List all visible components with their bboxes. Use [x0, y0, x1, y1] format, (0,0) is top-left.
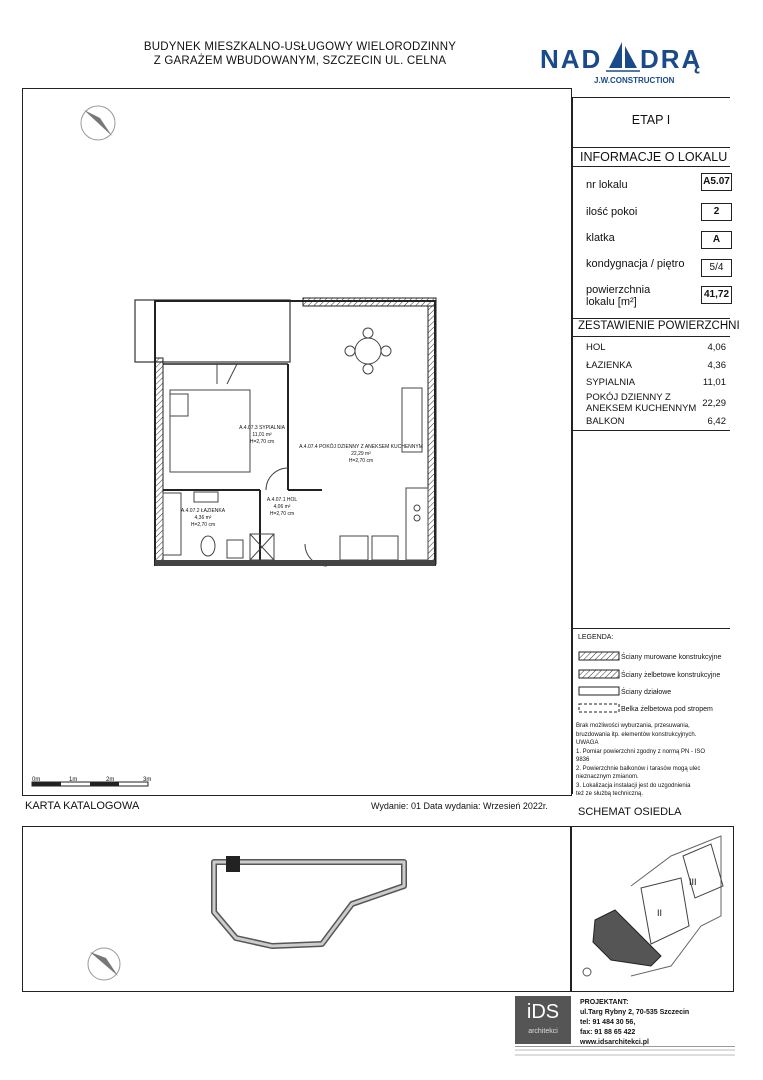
brand-sub: J.W.CONSTRUCTION — [594, 76, 675, 85]
scheme-drawing — [571, 826, 732, 990]
legend-notes — [576, 722, 732, 799]
designer-title: PROJEKTANT: — [580, 999, 629, 1006]
info-label-floor: kondygnacja / piętro — [586, 258, 685, 270]
legend-item: Ściany żelbetowe konstrukcyjne — [621, 672, 721, 679]
legend-item: Ściany murowane konstrukcyjne — [621, 654, 722, 661]
north-arrow-icon — [88, 948, 120, 980]
divider — [572, 97, 730, 98]
brand-logo — [536, 34, 736, 90]
building-iii-label: III — [689, 877, 697, 887]
floor-plan-drawing — [22, 88, 570, 794]
fine-print-bar — [515, 1054, 735, 1056]
room-area: 22,29 m² — [351, 451, 371, 457]
stage-label: ETAP I — [631, 113, 671, 127]
legend-title: LEGENDA: — [578, 634, 614, 641]
area-value: 11,01 — [702, 377, 726, 388]
designer-www[interactable]: www.idsarchitekci.pl — [580, 1039, 649, 1046]
site-plan-drawing — [22, 826, 569, 990]
room-label-bath — [176, 508, 230, 529]
fine-print-bar — [515, 1049, 735, 1051]
note-line: 2. Powierzchnie balkonów i tarasów mogą ulec — [576, 765, 701, 772]
area-name: ŁAZIENKA — [586, 360, 632, 371]
scheme-label: SCHEMAT OSIEDLA — [578, 806, 682, 818]
room-height: H=2,70 cm — [190, 522, 216, 528]
legend-item: Belka żelbetowa pod stropem — [621, 706, 713, 713]
info-label-area-1: powierzchnia — [586, 284, 651, 296]
project-title-line2: Z GARAŻEM WBUDOWANYM, SZCZECIN UL. CELNA — [153, 55, 447, 67]
divider — [572, 97, 573, 794]
designer-logo — [515, 996, 571, 1044]
area-value: 6,42 — [707, 416, 726, 427]
info-value-area: 41,72 — [701, 286, 732, 304]
note-line: UWAGA — [576, 740, 599, 746]
divider — [515, 1046, 735, 1047]
scale-label: 2m — [106, 777, 115, 783]
area-value: 4,36 — [707, 360, 726, 371]
area-name: SYPIALNIA — [586, 377, 636, 388]
divider — [572, 628, 730, 629]
info-label-area-2: lokalu [m²] — [586, 296, 637, 308]
room-label-hall — [262, 497, 302, 518]
designer-info — [580, 998, 689, 1048]
room-area: 4,06 m² — [273, 504, 291, 510]
scale-bar — [32, 782, 148, 786]
room-name: A.4.07.2 ŁAZIENKA — [180, 508, 226, 514]
note-line: 9836 — [576, 757, 590, 763]
area-name-line1: POKÓJ DZIENNY Z — [586, 392, 671, 403]
info-label-stair: klatka — [586, 232, 615, 244]
note-line: 1. Pomiar powierzchni zgodny z normą PN - ISO — [576, 748, 706, 755]
room-area: 4,36 m² — [194, 515, 212, 521]
info-value-nr: A5.07 — [701, 173, 732, 191]
legend-swatches — [578, 648, 622, 714]
svg-text:NAD: NAD — [540, 44, 603, 74]
area-row — [586, 392, 726, 414]
area-name — [586, 392, 696, 414]
divider — [572, 318, 730, 319]
info-title: INFORMACJE O LOKALU — [580, 150, 728, 164]
divider — [572, 430, 730, 431]
room-height: H=2,70 cm — [269, 511, 295, 517]
designer-fax: fax: 91 88 65 422 — [580, 1029, 636, 1036]
legend-item: Ściany działowe — [621, 689, 672, 696]
divider — [572, 147, 730, 148]
room-name: A.4.07.1 HOL — [266, 497, 298, 503]
info-value-floor: 5/4 — [701, 259, 732, 277]
project-title — [120, 40, 480, 68]
note-line: 3. Lokalizacja instalacji jest do uzgodnienia — [576, 782, 691, 789]
designer-logo-text: iDS — [526, 1001, 560, 1023]
room-label-bedroom — [232, 425, 292, 446]
divider — [572, 336, 730, 337]
area-name-line2: ANEKSEM KUCHENNYM — [586, 403, 697, 414]
scale-label: 1m — [69, 777, 78, 783]
edition-label: Wydanie: 01 Data wydania: Wrzesień 2022r. — [371, 801, 548, 811]
svg-text:DRĄ: DRĄ — [640, 44, 703, 74]
room-name: A.4.07.4 POKÓJ DZIENNY Z ANEKSEM KUCHENNYM — [299, 444, 423, 450]
room-height: H=2,70 cm — [348, 458, 374, 464]
info-value-stair: A — [701, 231, 732, 249]
card-label: KARTA KATALOGOWA — [25, 800, 140, 812]
scale-label: 3m — [143, 777, 152, 783]
info-label-nr: nr lokalu — [586, 179, 628, 191]
room-height: H=2,70 cm — [249, 439, 275, 445]
room-name: A.4.07.3 SYPIALNIA — [239, 425, 285, 431]
note-line: bruzdowania itp. elementów konstrukcyjnych. — [576, 731, 697, 738]
area-name: BALKON — [586, 416, 625, 427]
designer-tel: tel: 91 484 30 56, — [580, 1019, 636, 1026]
north-arrow-icon — [81, 106, 115, 140]
areas-title: ZESTAWIENIE POWIERZCHNI — [578, 320, 740, 332]
area-value: 4,06 — [707, 342, 726, 353]
divider — [572, 166, 730, 167]
info-label-area — [586, 284, 650, 308]
building-ii-label: II — [657, 908, 663, 918]
area-value: 22,29 — [702, 398, 726, 409]
info-label-rooms: ilość pokoi — [586, 206, 638, 218]
area-name: HOL — [586, 342, 606, 353]
scale-label: 0m — [32, 777, 41, 783]
designer-address: ul.Targ Rybny 2, 70-535 Szczecin — [580, 1009, 690, 1016]
note-line: też ze służbą techniczną. — [576, 791, 644, 797]
info-value-rooms: 2 — [701, 203, 732, 221]
room-label-living — [296, 444, 426, 465]
note-line: Brak możliwości wyburzania, przesuwania, — [576, 723, 690, 729]
project-title-line1: BUDYNEK MIESZKALNO-USŁUGOWY WIELORODZINNY — [143, 41, 457, 53]
room-area: 11,01 m² — [252, 432, 272, 438]
note-line: nieznacznym zmianom. — [576, 774, 639, 780]
designer-logo-sub: architekci — [528, 1028, 558, 1035]
